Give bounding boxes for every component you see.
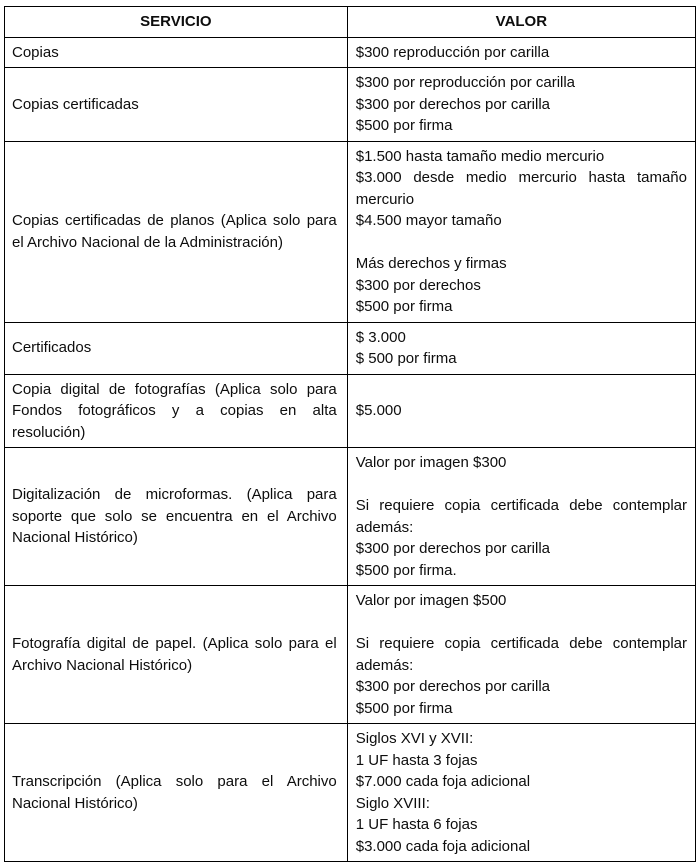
value-line: Si requiere copia certificada debe contemplar además:: [355, 497, 687, 536]
value-line: 1 UF hasta 6 fojas: [355, 816, 478, 833]
value-line: $3.000 desde medio mercurio hasta tamaño mercurio: [355, 169, 687, 208]
service-cell: [5, 586, 348, 724]
table-row: [5, 37, 696, 68]
value-cell: [347, 141, 695, 322]
value-line: Siglos XVI y XVII:: [355, 730, 474, 747]
value-line: Si requiere copia certificada debe contemplar además:: [355, 635, 687, 674]
service-text: Fotografía digital de papel. (Aplica solo para el Archivo Nacional Histórico): [12, 635, 337, 674]
service-cell: [5, 448, 348, 586]
table-row: [5, 141, 696, 322]
value-line: $500 por firma: [355, 699, 453, 717]
table-row: [5, 374, 696, 448]
value-cell: [347, 586, 695, 724]
value-blank-line: [356, 474, 687, 496]
value-cell: [347, 724, 695, 862]
table-body: [5, 37, 696, 862]
value-line: $300 por derechos por carilla: [355, 678, 551, 695]
value-cell: [347, 322, 695, 374]
value-line: $7.000 cada foja adicional: [355, 773, 531, 790]
service-cell: [5, 141, 348, 322]
value-line: $300 reproducción por carilla: [355, 43, 550, 61]
value-line: $300 por derechos por carilla: [355, 540, 551, 557]
value-line: $300 por reproducción por carilla: [355, 74, 576, 91]
service-text: Copias certificadas: [12, 95, 139, 113]
value-line: Valor por imagen $500: [355, 592, 507, 609]
service-text: Copias certificadas de planos (Aplica solo para el Archivo Nacional de la Administración): [12, 212, 337, 251]
table-row: [5, 68, 696, 142]
value-cell: [347, 374, 695, 448]
value-line: $4.500 mayor tamaño: [355, 212, 502, 229]
value-line: $500 por firma: [355, 298, 453, 315]
value-line: $500 por firma: [355, 117, 453, 134]
value-line: $300 por derechos: [355, 276, 481, 294]
value-line: $300 por derechos por carilla: [355, 95, 551, 113]
value-line: $5.000: [355, 402, 402, 419]
value-blank-line: [356, 612, 687, 634]
value-cell: [347, 68, 695, 142]
header-row: [5, 7, 696, 38]
header-servicio: SERVICIO: [5, 7, 348, 38]
value-line: $ 500 por firma: [355, 350, 457, 367]
value-cell: [347, 448, 695, 586]
tariff-table: [4, 6, 696, 862]
value-line: $1.500 hasta tamaño medio mercurio: [355, 147, 605, 165]
service-text: Certificados: [12, 339, 92, 357]
table-row: [5, 724, 696, 862]
value-line: Más derechos y firmas: [355, 255, 507, 272]
service-cell: [5, 68, 348, 142]
value-line: $3.000 cada foja adicional: [355, 837, 531, 855]
service-cell: [5, 37, 348, 68]
value-blank-line: [356, 232, 687, 254]
service-cell: [5, 374, 348, 448]
value-line: $ 3.000: [355, 328, 406, 346]
header-valor: VALOR: [347, 7, 695, 38]
table-row: [5, 586, 696, 724]
value-line: Siglo XVIII:: [355, 794, 430, 812]
service-text: Digitalización de microformas. (Aplica para soporte que solo se encuentra en el Archivo Nacional Histórico): [12, 486, 337, 547]
value-cell: [347, 37, 695, 68]
service-cell: [5, 322, 348, 374]
value-line: $500 por firma.: [355, 561, 457, 579]
service-text: Transcripción (Aplica solo para el Archivo Nacional Histórico): [12, 773, 337, 812]
service-cell: [5, 724, 348, 862]
service-text: Copia digital de fotografías (Aplica solo para Fondos fotográficos y a copias en alta resolución): [12, 380, 337, 441]
service-text: Copias: [12, 43, 59, 61]
table-row: [5, 448, 696, 586]
table-row: [5, 322, 696, 374]
value-line: Valor por imagen $300: [355, 454, 507, 471]
value-line: 1 UF hasta 3 fojas: [355, 751, 478, 769]
